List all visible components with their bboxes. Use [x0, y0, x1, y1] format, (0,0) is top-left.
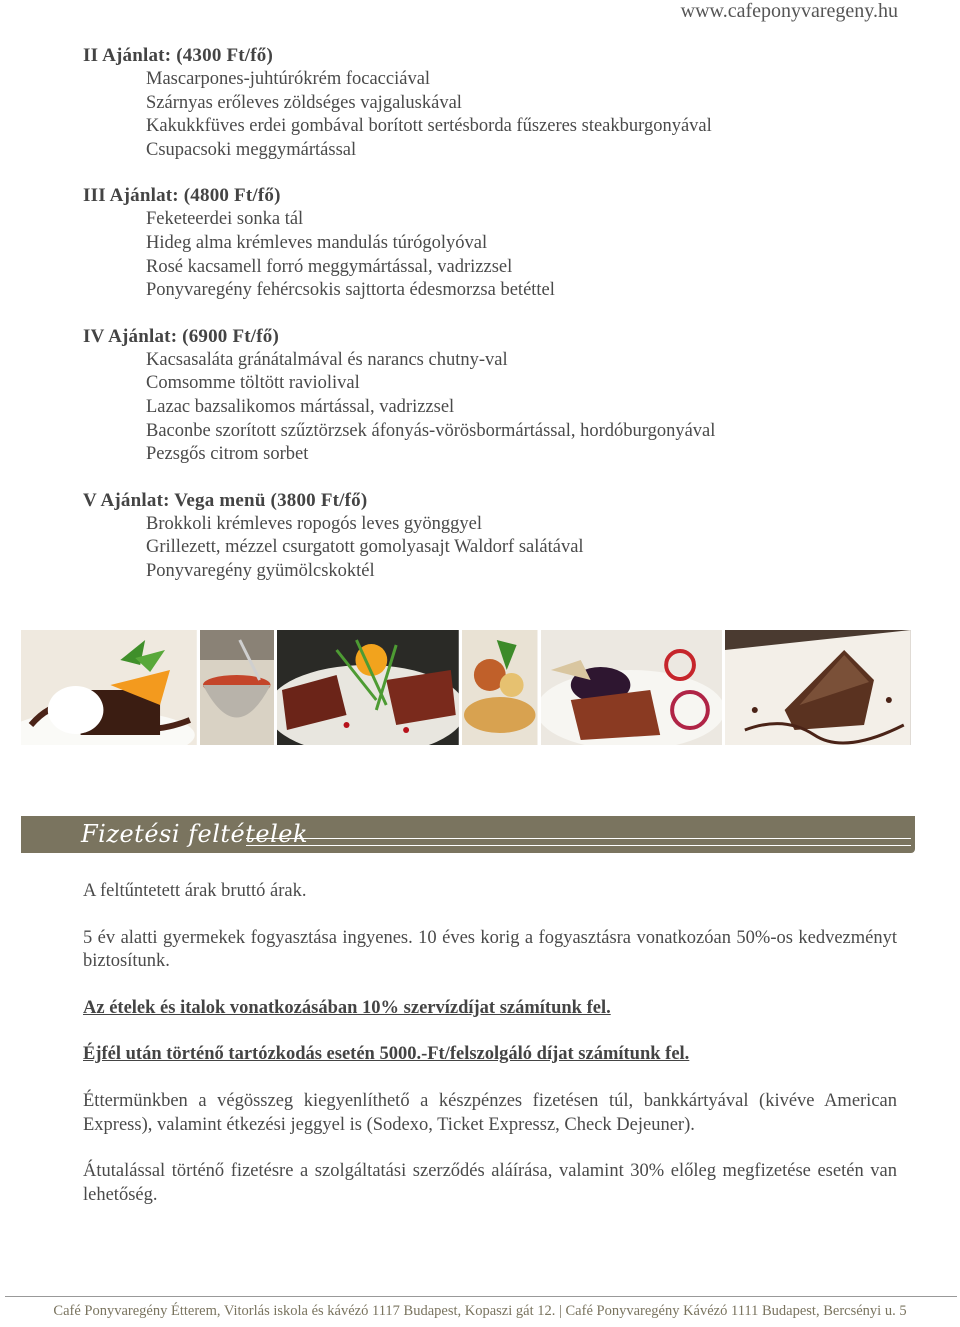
offer-4 [83, 325, 903, 467]
dessert-photo [21, 630, 197, 745]
offer-items [83, 68, 903, 162]
list-item: Kacsasaláta gránátalmával és narancs chutny-val [146, 349, 508, 370]
list-item: Comsomme töltött raviolival [146, 373, 360, 394]
cake-photo [725, 630, 911, 745]
offer-title: II Ajánlat: (4300 Ft/fő) [83, 45, 274, 66]
site-url[interactable]: www.cafeponyvaregeny.hu [680, 0, 898, 22]
term-paragraph: Éttermünkben a végösszeg kiegyenlíthető a készpénzes fizetésen túl, bankkártyával (kivéve American Express), valamint étkezési jeggyel is (Sodexo, Ticket Expressz, Check Dejeuner). [83, 1090, 897, 1135]
list-item: Grillezett, mézzel csurgatott gomolyasajt Waldorf salátával [146, 537, 584, 558]
soup-photo [200, 630, 274, 745]
menu-offers [83, 44, 903, 606]
food-photo-strip [21, 630, 911, 745]
list-item: Mascarpones-juhtúrókrém focacciával [146, 69, 431, 89]
sorbet-photo [462, 630, 537, 745]
offer-2 [83, 44, 903, 162]
term-paragraph: 5 év alatti gyermekek fogyasztása ingyenes. 10 éves korig a fogyasztásra vonatkozóan 50%-os kedvezményt biztosítunk. [83, 927, 897, 972]
list-item: Brokkoli krémleves ropogós leves gyönggyel [146, 513, 483, 534]
list-item: Csupacsoki meggymártással [146, 139, 357, 160]
footer-divider [5, 1296, 957, 1297]
term-paragraph: A feltűntetett árak bruttó árak. [83, 881, 307, 901]
term-paragraph-midnight-fee: Éjfél után történő tartózkodás esetén 5000.-Ft/felszolgáló díjat számítunk fel. [83, 1044, 690, 1065]
list-item: Hideg alma krémleves mandulás túrógolyóval [146, 232, 488, 253]
list-item: Ponyvaregény gyümölcskoktél [146, 560, 375, 581]
list-item: Baconbe szorított szűztörzsek áfonyás-vörösbormártással, hordóburgonyával [146, 420, 716, 441]
offer-title: III Ajánlat: (4800 Ft/fő) [83, 185, 281, 207]
offer-title: IV Ajánlat: (6900 Ft/fő) [83, 325, 280, 347]
payment-terms [83, 880, 897, 1230]
list-item: Pezsgős citrom sorbet [146, 444, 309, 465]
offer-3 [83, 184, 903, 302]
footer-address: Café Ponyvaregény Étterem, Vitorlás iskola és kávézó 1117 Budapest, Kopaszi gát 12. | Café Ponyvaregény Kávézó 1111 Budapest, Bercsényi u. 5 [53, 1303, 907, 1319]
offer-items [83, 208, 903, 302]
list-item: Lazac bazsalikomos mártással, vadrizzsel [146, 396, 455, 417]
list-item: Rosé kacsamell forró meggymártással, vadrizzsel [146, 256, 513, 277]
list-item: Kakukkfüves erdei gombával borított sertésborda fűszeres steakburgonyával [146, 116, 712, 137]
offer-5-vega [83, 489, 903, 584]
term-paragraph-service-fee: Az ételek és italok vonatkozásában 10% szervízdíjat számítunk fel. [83, 997, 611, 1018]
section-divider [246, 838, 911, 846]
list-item: Szárnyas erőleves zöldséges vajgaluskával [146, 92, 462, 113]
section-header [21, 816, 915, 853]
list-item: Ponyvaregény fehércsokis sajttorta édesmorzsa betéttel [146, 280, 555, 301]
section-title: Fizetési feltételek [81, 820, 309, 848]
duck-salad-photo [277, 630, 459, 745]
list-item: Feketeerdei sonka tál [146, 209, 304, 230]
offer-items [83, 349, 903, 467]
pork-photo [541, 630, 723, 745]
offer-title: V Ajánlat: Vega menü (3800 Ft/fő) [83, 489, 368, 511]
term-paragraph: Átutalással történő fizetésre a szolgáltatási szerződés aláírása, valamint 30% előleg megfizetése esetén van lehetőség. [83, 1161, 897, 1205]
offer-items [83, 513, 903, 584]
